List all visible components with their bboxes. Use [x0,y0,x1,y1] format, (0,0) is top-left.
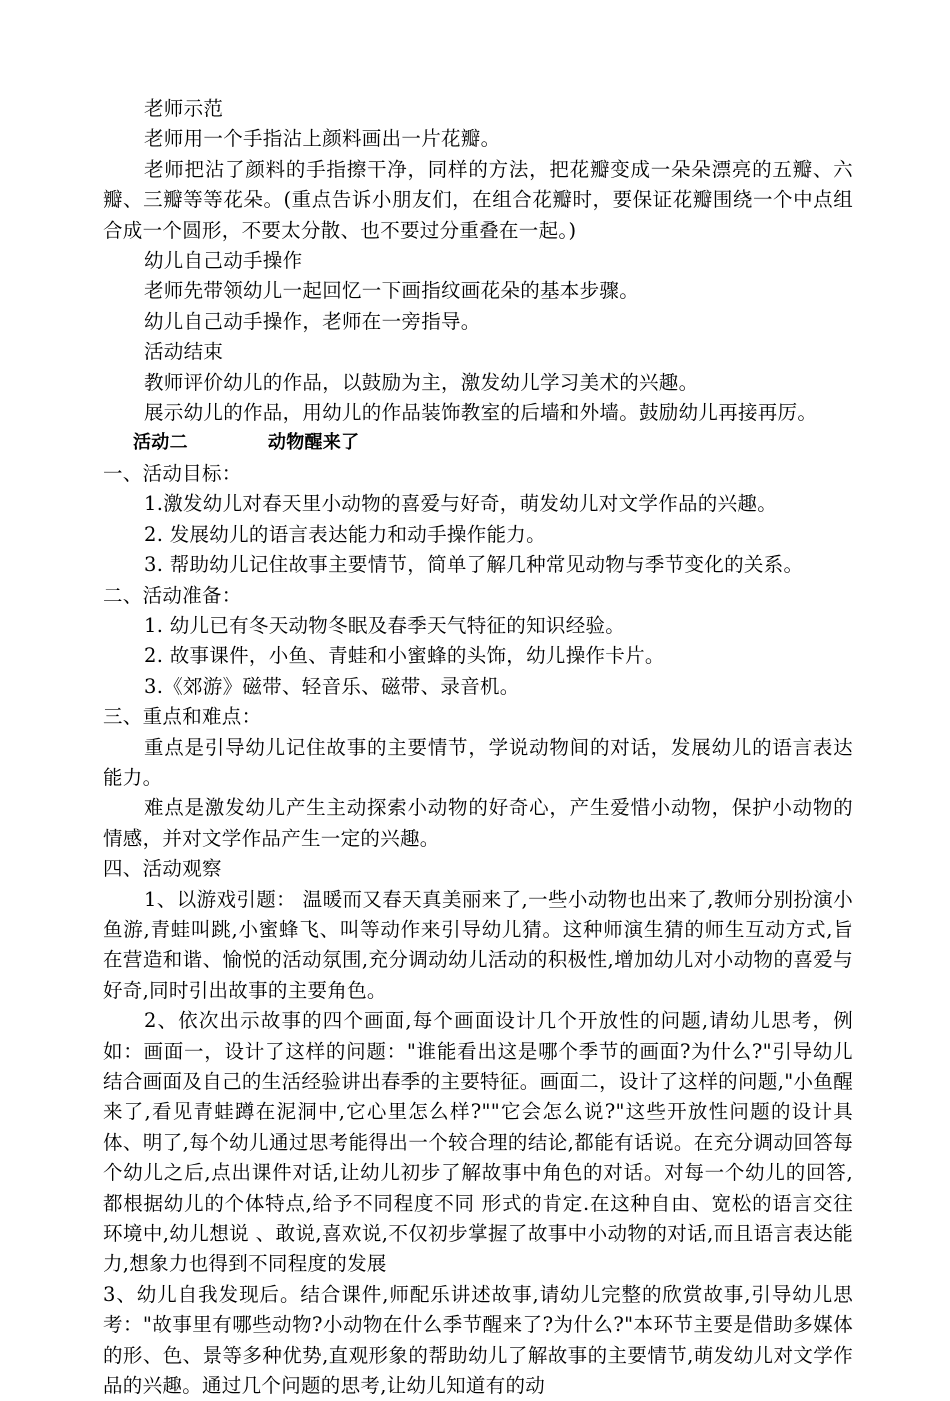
section-heading: 二、活动准备： [103,583,242,607]
document-body [103,94,853,1401]
activity-heading [103,428,853,458]
list-item: 3.《郊游》磁带、轻音乐、磁带、录音机。 [144,674,520,698]
paragraph: 老师把沾了颜料的手指擦干净，同样的方法，把花瓣变成一朵朵漂亮的五瓣、六瓣、三瓣等等花朵。(重点告诉小朋友们，在组合花瓣时，要保证花瓣围绕一个中点组合成一个圆形，不要太分散、也不要过分重叠在一起。) [103,157,853,242]
list-item: 3. 帮助幼儿记住故事主要情节，简单了解几种常见动物与季节变化的关系。 [144,553,804,577]
list-item: 2. 发展幼儿的语言表达能力和动手操作能力。 [144,522,546,546]
paragraph: 老师示范 [144,97,224,120]
list-item: 1.激发幼儿对春天里小动物的喜爱与好奇，萌发幼儿对文学作品的兴趣。 [144,492,778,516]
activity-number: 活动二 [133,432,188,454]
activity-title: 动物醒来了 [267,432,360,454]
paragraph: 教师评价幼儿的作品，以鼓励为主，激发幼儿学习美术的兴趣。 [144,370,699,394]
paragraph: 1、以游戏引题： 温暖而又春天真美丽来了,一些小动物也出来了,教师分别扮演小鱼游,青蛙叫跳,小蜜蜂飞、叫等动作来引导幼儿猜。这种师演生猜的师生互动方式,旨在营造和谐、愉悦的活动氛围,充分调动幼儿活动的积极性,增加幼儿对小动物的喜爱与好奇,同时引出故事的主要角色。 [103,887,853,1002]
paragraph: 老师先带领幼儿一起回忆一下画指纹画花朵的基本步骤。 [144,279,640,303]
paragraph: 幼儿自己动手操作 [144,249,303,273]
paragraph: 3、幼儿自我发现后。结合课件,师配乐讲述故事,请幼儿完整的欣赏故事,引导幼儿思考："故事里有哪些动物?小动物在什么季节醒来了?为什么?"本环节主要是借助多媒体的形、色、景等多种优势,直观形象的帮助幼儿了解故事的主要情节,萌发幼儿对文学作品的兴趣。通过几个问题的思考,让幼儿知道有的动 [103,1282,853,1398]
paragraph: 展示幼儿的作品，用幼儿的作品装饰教室的后墙和外墙。鼓励幼儿再接再厉。 [144,401,818,425]
paragraph: 活动结束 [144,340,224,364]
section-heading: 三、重点和难点： [103,705,262,729]
paragraph: 难点是激发幼儿产生主动探索小动物的好奇心，产生爱惜小动物，保护小动物的情感，并对文学作品产生一定的兴趣。 [103,796,853,850]
paragraph: 重点是引导幼儿记住故事的主要情节，学说动物间的对话，发展幼儿的语言表达能力。 [103,735,853,789]
list-item: 2. 故事课件，小鱼、青蛙和小蜜蜂的头饰，幼儿操作卡片。 [144,644,665,668]
section-heading: 一、活动目标： [103,461,242,485]
paragraph: 幼儿自己动手操作，老师在一旁指导。 [144,309,481,333]
paragraph: 老师用一个手指沾上颜料画出一片花瓣。 [144,127,501,151]
section-heading: 四、活动观察 [103,857,222,881]
list-item: 1. 幼儿已有冬天动物冬眠及春季天气特征的知识经验。 [144,613,626,637]
paragraph: 2、依次出示故事的四个画面,每个画面设计几个开放性的问题,请幼儿思考，例如：画面一，设计了这样的问题："谁能看出这是哪个季节的画面?为什么?"引导幼儿结合画面及自己的生活经验讲出春季的主要特征。画面二，设计了这样的问题,"小鱼醒来了,看见青蛙蹲在泥洞中,它心里怎么样?""它会怎么说?"这些开放性问题的设计具体、明了,每个幼儿通过思考能得出一个较合理的结论,都能有话说。在充分调动回答每个幼儿之后,点出课件对话,让幼儿初步了解故事中角色的对话。对每一个幼儿的回答,都根据幼儿的个体特点,给予不同程度不同 形式的肯定.在这种自由、宽松的语言交往环境中,幼儿想说 、敢说,喜欢说,不仅初步掌握了故事中小动物的对话,而且语言表达能力,想象力也得到不同程度的发展 [103,1009,853,1276]
